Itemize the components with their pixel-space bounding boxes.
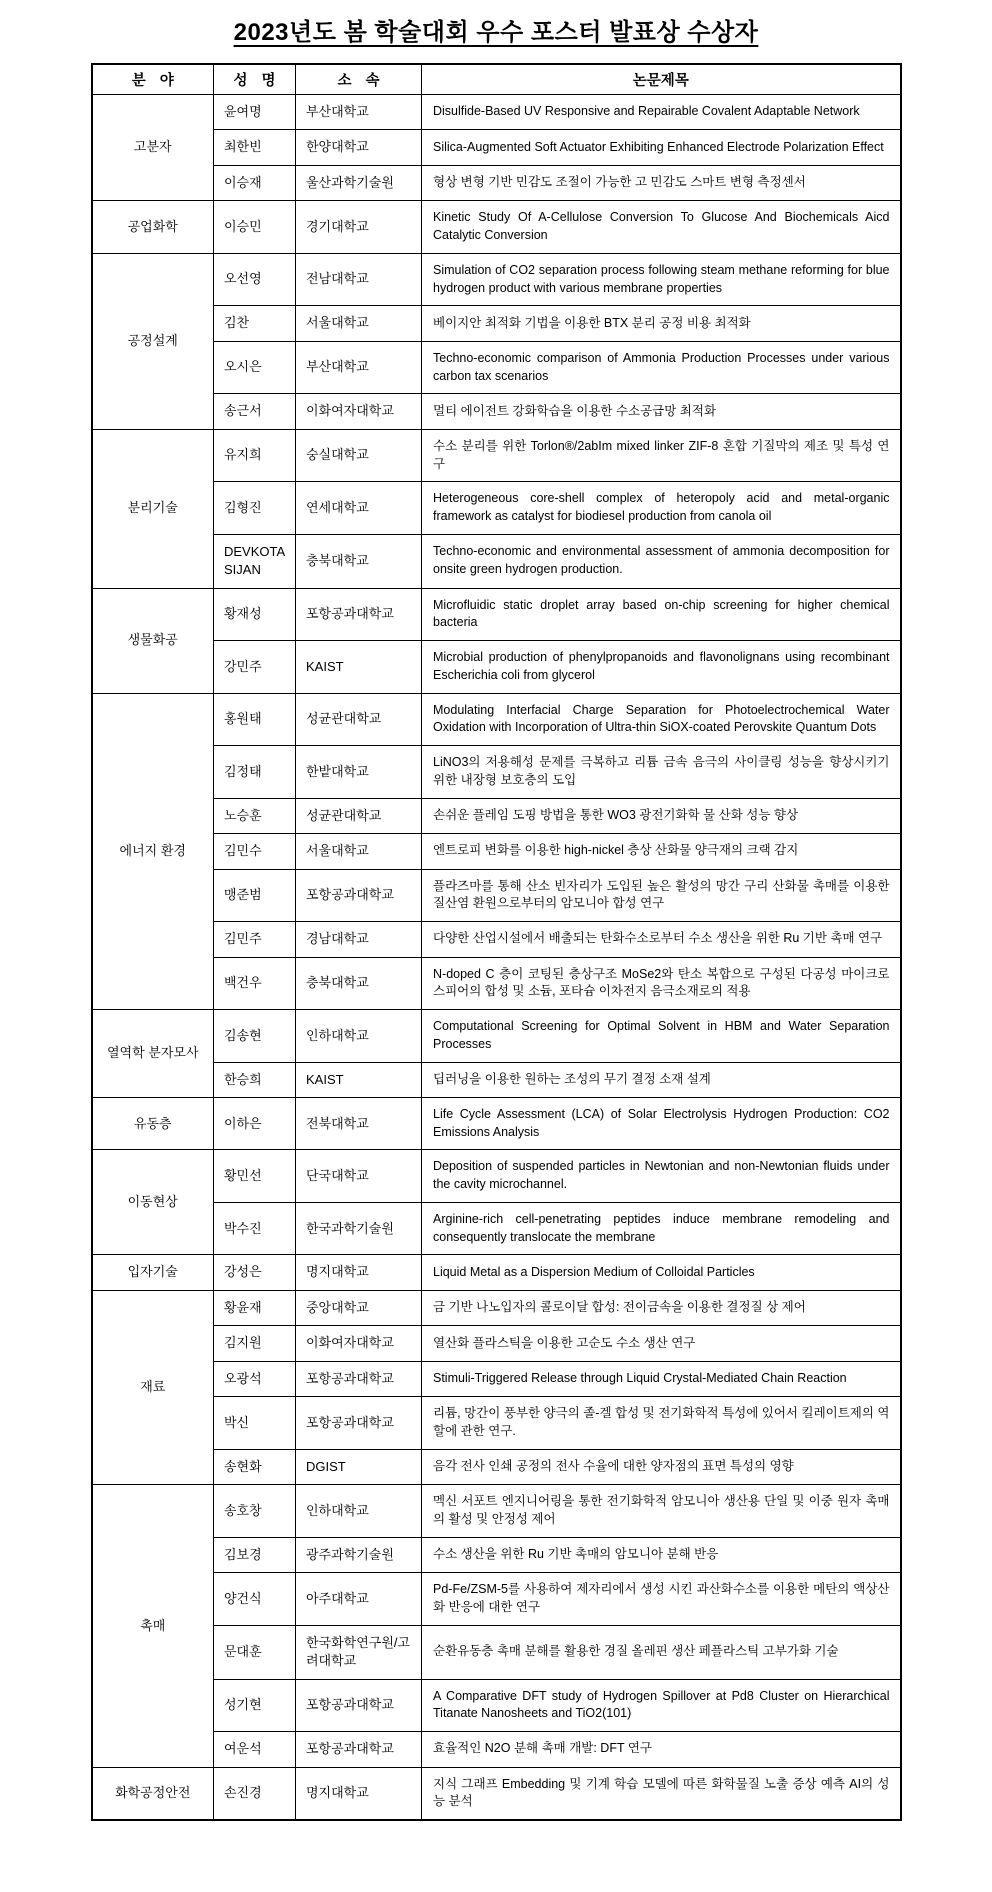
paper-title-cell: 수소 분리를 위한 Torlon®/2abIm mixed linker ZIF-8 혼합 기질막의 제조 및 특성 연구 bbox=[422, 429, 901, 482]
field-cell: 분리기술 bbox=[92, 429, 214, 588]
field-cell: 공정설계 bbox=[92, 253, 214, 429]
table-row bbox=[92, 1202, 901, 1255]
affiliation-cell: 전북대학교 bbox=[296, 1097, 422, 1150]
paper-title-cell: 음각 전사 인쇄 공정의 전사 수율에 대한 양자점의 표면 특성의 영향 bbox=[422, 1449, 901, 1484]
name-cell: 김보경 bbox=[214, 1537, 296, 1572]
paper-title-cell: Life Cycle Assessment (LCA) of Solar Electrolysis Hydrogen Production: CO2 Emissions Analysis bbox=[422, 1097, 901, 1150]
table-row bbox=[92, 341, 901, 394]
name-cell: 성기현 bbox=[214, 1679, 296, 1732]
paper-title-cell: 멀티 에이전트 강화학습을 이용한 수소공급망 최적화 bbox=[422, 394, 901, 429]
table-row bbox=[92, 834, 901, 869]
table-row bbox=[92, 1625, 901, 1679]
field-cell: 유동층 bbox=[92, 1097, 214, 1150]
paper-title-cell: 베이지안 최적화 기법을 이용한 BTX 분리 공정 비용 최적화 bbox=[422, 306, 901, 341]
paper-title-cell: 열산화 플라스틱을 이용한 고순도 수소 생산 연구 bbox=[422, 1326, 901, 1361]
affiliation-cell: 인하대학교 bbox=[296, 1010, 422, 1063]
table-row bbox=[92, 1732, 901, 1767]
table-row bbox=[92, 1767, 901, 1820]
name-cell: 황민선 bbox=[214, 1150, 296, 1203]
name-cell: 여운석 bbox=[214, 1732, 296, 1767]
affiliation-cell: KAIST bbox=[296, 1062, 422, 1097]
name-cell: 백건우 bbox=[214, 957, 296, 1010]
paper-title-cell: Arginine-rich cell-penetrating peptides induce membrane remodeling and consequently translocate the membrane bbox=[422, 1202, 901, 1255]
table-row bbox=[92, 1290, 901, 1325]
paper-title-cell: 다양한 산업시설에서 배출되는 탄화수소로부터 수소 생산을 위한 Ru 기반 촉매 연구 bbox=[422, 922, 901, 957]
affiliation-cell: 성균관대학교 bbox=[296, 798, 422, 833]
name-cell: 김민수 bbox=[214, 834, 296, 869]
affiliation-cell: 한국화학연구원/고려대학교 bbox=[296, 1625, 422, 1679]
affiliation-cell: 중앙대학교 bbox=[296, 1290, 422, 1325]
affiliation-cell: 명지대학교 bbox=[296, 1767, 422, 1820]
awards-table-body bbox=[92, 95, 901, 1821]
affiliation-cell: 한밭대학교 bbox=[296, 746, 422, 799]
paper-title-cell: 플라즈마를 통해 산소 빈자리가 도입된 높은 활성의 망간 구리 산화물 촉매를 이용한 질산염 환원으로부터의 암모니아 합성 연구 bbox=[422, 869, 901, 922]
affiliation-cell: 한국과학기술원 bbox=[296, 1202, 422, 1255]
name-cell: 한승희 bbox=[214, 1062, 296, 1097]
name-cell: 노승훈 bbox=[214, 798, 296, 833]
table-row bbox=[92, 641, 901, 694]
affiliation-cell: 부산대학교 bbox=[296, 95, 422, 130]
paper-title-cell: Pd-Fe/ZSM-5를 사용하여 제자리에서 생성 시킨 과산화수소를 이용한 메탄의 액상산화 반응에 대한 연구 bbox=[422, 1573, 901, 1626]
table-row bbox=[92, 957, 901, 1010]
paper-title-cell: 딥러닝을 이용한 원하는 조성의 무기 결정 소재 설계 bbox=[422, 1062, 901, 1097]
table-row bbox=[92, 1573, 901, 1626]
table-row bbox=[92, 1485, 901, 1538]
table-row bbox=[92, 482, 901, 535]
col-header-affiliation: 소 속 bbox=[296, 64, 422, 95]
table-row bbox=[92, 1097, 901, 1150]
table-row bbox=[92, 201, 901, 254]
affiliation-cell: 명지대학교 bbox=[296, 1255, 422, 1290]
paper-title-cell: Techno-economic comparison of Ammonia Production Processes under various carbon tax scenarios bbox=[422, 341, 901, 394]
table-row bbox=[92, 1326, 901, 1361]
name-cell: 김찬 bbox=[214, 306, 296, 341]
col-header-name: 성 명 bbox=[214, 64, 296, 95]
affiliation-cell: 충북대학교 bbox=[296, 957, 422, 1010]
paper-title-cell: Techno-economic and environmental assessment of ammonia decomposition for onsite green hydrogen production. bbox=[422, 534, 901, 588]
table-row bbox=[92, 693, 901, 746]
paper-title-cell: 지식 그래프 Embedding 및 기계 학습 모델에 따른 화학물질 노출 증상 예측 AI의 성능 분석 bbox=[422, 1767, 901, 1820]
name-cell: 손진경 bbox=[214, 1767, 296, 1820]
name-cell: 양건식 bbox=[214, 1573, 296, 1626]
paper-title-cell: 형상 변형 기반 민감도 조절이 가능한 고 민감도 스마트 변형 측정센서 bbox=[422, 165, 901, 200]
name-cell: 김정태 bbox=[214, 746, 296, 799]
table-row bbox=[92, 165, 901, 200]
affiliation-cell: 포항공과대학교 bbox=[296, 869, 422, 922]
affiliation-cell: 포항공과대학교 bbox=[296, 1679, 422, 1732]
paper-title-cell: 수소 생산을 위한 Ru 기반 촉매의 암모니아 분해 반응 bbox=[422, 1537, 901, 1572]
affiliation-cell: 아주대학교 bbox=[296, 1573, 422, 1626]
name-cell: 이하은 bbox=[214, 1097, 296, 1150]
header-row bbox=[92, 64, 901, 95]
name-cell: 송근서 bbox=[214, 394, 296, 429]
name-cell: 오시은 bbox=[214, 341, 296, 394]
table-row bbox=[92, 429, 901, 482]
table-row bbox=[92, 1010, 901, 1063]
paper-title-cell: 순환유동층 촉매 분해를 활용한 경질 올레핀 생산 페플라스틱 고부가화 기술 bbox=[422, 1625, 901, 1679]
name-cell: 오선영 bbox=[214, 253, 296, 306]
paper-title-cell: A Comparative DFT study of Hydrogen Spillover at Pd8 Cluster on Hierarchical Titanate Nanosheets and TiO2(101) bbox=[422, 1679, 901, 1732]
table-row bbox=[92, 95, 901, 130]
paper-title-cell: 멕신 서포트 엔지니어링을 통한 전기화학적 암모니아 생산용 단일 및 이중 원자 촉매의 활성 및 안정성 제어 bbox=[422, 1485, 901, 1538]
name-cell: 윤여명 bbox=[214, 95, 296, 130]
table-row bbox=[92, 253, 901, 306]
table-row bbox=[92, 922, 901, 957]
affiliation-cell: 울산과학기술원 bbox=[296, 165, 422, 200]
paper-title-cell: 엔트로피 변화를 이용한 high-nickel 층상 산화물 양극재의 크랙 감지 bbox=[422, 834, 901, 869]
paper-title-cell: Modulating Interfacial Charge Separation for Photoelectrochemical Water Oxidation with Incorporation of Ultra-thin SiOX-coated Perovskite Quantum Dots bbox=[422, 693, 901, 746]
affiliation-cell: 숭실대학교 bbox=[296, 429, 422, 482]
paper-title-cell: Heterogeneous core-shell complex of heteropoly acid and metal-organic framework as catalyst for biodiesel production from canola oil bbox=[422, 482, 901, 535]
name-cell: 박수진 bbox=[214, 1202, 296, 1255]
field-cell: 공업화학 bbox=[92, 201, 214, 254]
paper-title-cell: LiNO3의 저용해성 문제를 극복하고 리튬 금속 음극의 사이클링 성능을 향상시키기 위한 내장형 보호층의 도입 bbox=[422, 746, 901, 799]
name-cell: 김송현 bbox=[214, 1010, 296, 1063]
paper-title-cell: Stimuli-Triggered Release through Liquid Crystal-Mediated Chain Reaction bbox=[422, 1361, 901, 1396]
field-cell: 고분자 bbox=[92, 95, 214, 201]
field-cell: 열역학 분자모사 bbox=[92, 1010, 214, 1098]
affiliation-cell: 전남대학교 bbox=[296, 253, 422, 306]
name-cell: 송호창 bbox=[214, 1485, 296, 1538]
name-cell: 김민주 bbox=[214, 922, 296, 957]
table-row bbox=[92, 1397, 901, 1450]
paper-title-cell: 리튬, 망간이 풍부한 양극의 졸-겔 합성 및 전기화학적 특성에 있어서 킬레이트제의 역할에 관한 연구. bbox=[422, 1397, 901, 1450]
table-row bbox=[92, 534, 901, 588]
field-cell: 입자기술 bbox=[92, 1255, 214, 1290]
awards-table bbox=[91, 63, 902, 1821]
affiliation-cell: 이화여자대학교 bbox=[296, 394, 422, 429]
table-row bbox=[92, 746, 901, 799]
name-cell: 김형진 bbox=[214, 482, 296, 535]
affiliation-cell: 이화여자대학교 bbox=[296, 1326, 422, 1361]
name-cell: 문대훈 bbox=[214, 1625, 296, 1679]
table-row bbox=[92, 1255, 901, 1290]
table-row bbox=[92, 1537, 901, 1572]
table-row bbox=[92, 1062, 901, 1097]
name-cell: 강민주 bbox=[214, 641, 296, 694]
table-row bbox=[92, 869, 901, 922]
name-cell: 박신 bbox=[214, 1397, 296, 1450]
name-cell: 오광석 bbox=[214, 1361, 296, 1396]
paper-title-cell: Computational Screening for Optimal Solvent in HBM and Water Separation Processes bbox=[422, 1010, 901, 1063]
affiliation-cell: 경기대학교 bbox=[296, 201, 422, 254]
affiliation-cell: 한양대학교 bbox=[296, 130, 422, 165]
paper-title-cell: Microfluidic static droplet array based on-chip screening for higher chemical bacteria bbox=[422, 588, 901, 641]
table-row bbox=[92, 798, 901, 833]
affiliation-cell: 포항공과대학교 bbox=[296, 1397, 422, 1450]
name-cell: 유지희 bbox=[214, 429, 296, 482]
paper-title-cell: Microbial production of phenylpropanoids and flavonolignans using recombinant Escherichia coli from glycerol bbox=[422, 641, 901, 694]
table-row bbox=[92, 588, 901, 641]
name-cell: 황윤재 bbox=[214, 1290, 296, 1325]
col-header-field: 분 야 bbox=[92, 64, 214, 95]
paper-title-cell: Disulfide-Based UV Responsive and Repairable Covalent Adaptable Network bbox=[422, 95, 901, 130]
col-header-paper-title: 논문제목 bbox=[422, 64, 901, 95]
affiliation-cell: KAIST bbox=[296, 641, 422, 694]
affiliation-cell: 경남대학교 bbox=[296, 922, 422, 957]
table-row bbox=[92, 306, 901, 341]
paper-title-cell: 효율적인 N2O 분해 촉매 개발: DFT 연구 bbox=[422, 1732, 901, 1767]
name-cell: 김지원 bbox=[214, 1326, 296, 1361]
paper-title-cell: Simulation of CO2 separation process following steam methane reforming for blue hydrogen product with various membrane properties bbox=[422, 253, 901, 306]
paper-title-cell: 금 기반 나노입자의 콜로이달 합성: 전이금속을 이용한 결정질 상 제어 bbox=[422, 1290, 901, 1325]
affiliation-cell: 충북대학교 bbox=[296, 534, 422, 588]
name-cell: 강성은 bbox=[214, 1255, 296, 1290]
paper-title-cell: Liquid Metal as a Dispersion Medium of Colloidal Particles bbox=[422, 1255, 901, 1290]
table-row bbox=[92, 1150, 901, 1203]
affiliation-cell: 부산대학교 bbox=[296, 341, 422, 394]
name-cell: 맹준범 bbox=[214, 869, 296, 922]
table-row bbox=[92, 394, 901, 429]
page-title: 2023년도 봄 학술대회 우수 포스터 발표상 수상자 bbox=[233, 19, 759, 46]
affiliation-cell: 광주과학기술원 bbox=[296, 1537, 422, 1572]
affiliation-cell: 포항공과대학교 bbox=[296, 1361, 422, 1396]
field-cell: 생물화공 bbox=[92, 588, 214, 693]
name-cell: 송현화 bbox=[214, 1449, 296, 1484]
field-cell: 이동현상 bbox=[92, 1150, 214, 1255]
name-cell: 이승민 bbox=[214, 201, 296, 254]
field-cell: 화학공정안전 bbox=[92, 1767, 214, 1820]
name-cell: 최한빈 bbox=[214, 130, 296, 165]
affiliation-cell: 성균관대학교 bbox=[296, 693, 422, 746]
paper-title-cell: 손쉬운 플레임 도핑 방법을 통한 WO3 광전기화학 물 산화 성능 향상 bbox=[422, 798, 901, 833]
table-row bbox=[92, 1361, 901, 1396]
affiliation-cell: DGIST bbox=[296, 1449, 422, 1484]
affiliation-cell: 포항공과대학교 bbox=[296, 1732, 422, 1767]
paper-title-cell: Deposition of suspended particles in Newtonian and non-Newtonian fluids under the cavity microchannel. bbox=[422, 1150, 901, 1203]
affiliation-cell: 서울대학교 bbox=[296, 834, 422, 869]
affiliation-cell: 인하대학교 bbox=[296, 1485, 422, 1538]
name-cell: DEVKOTA SIJAN bbox=[214, 534, 296, 588]
field-cell: 촉매 bbox=[92, 1485, 214, 1767]
name-cell: 이승재 bbox=[214, 165, 296, 200]
affiliation-cell: 서울대학교 bbox=[296, 306, 422, 341]
name-cell: 황재성 bbox=[214, 588, 296, 641]
table-row bbox=[92, 1679, 901, 1732]
field-cell: 재료 bbox=[92, 1290, 214, 1484]
name-cell: 홍원태 bbox=[214, 693, 296, 746]
affiliation-cell: 포항공과대학교 bbox=[296, 588, 422, 641]
field-cell: 에너지 환경 bbox=[92, 693, 214, 1009]
table-row bbox=[92, 1449, 901, 1484]
paper-title-cell: Kinetic Study Of A-Cellulose Conversion To Glucose And Biochemicals Aicd Catalytic Conversion bbox=[422, 201, 901, 254]
affiliation-cell: 연세대학교 bbox=[296, 482, 422, 535]
table-row bbox=[92, 130, 901, 165]
affiliation-cell: 단국대학교 bbox=[296, 1150, 422, 1203]
paper-title-cell: Silica-Augmented Soft Actuator Exhibiting Enhanced Electrode Polarization Effect bbox=[422, 130, 901, 165]
paper-title-cell: N-doped C 층이 코팅된 층상구조 MoSe2와 탄소 복합으로 구성된 다공성 마이크로스피어의 합성 및 소듐, 포타슘 이차전지 음극소재로의 적용 bbox=[422, 957, 901, 1010]
